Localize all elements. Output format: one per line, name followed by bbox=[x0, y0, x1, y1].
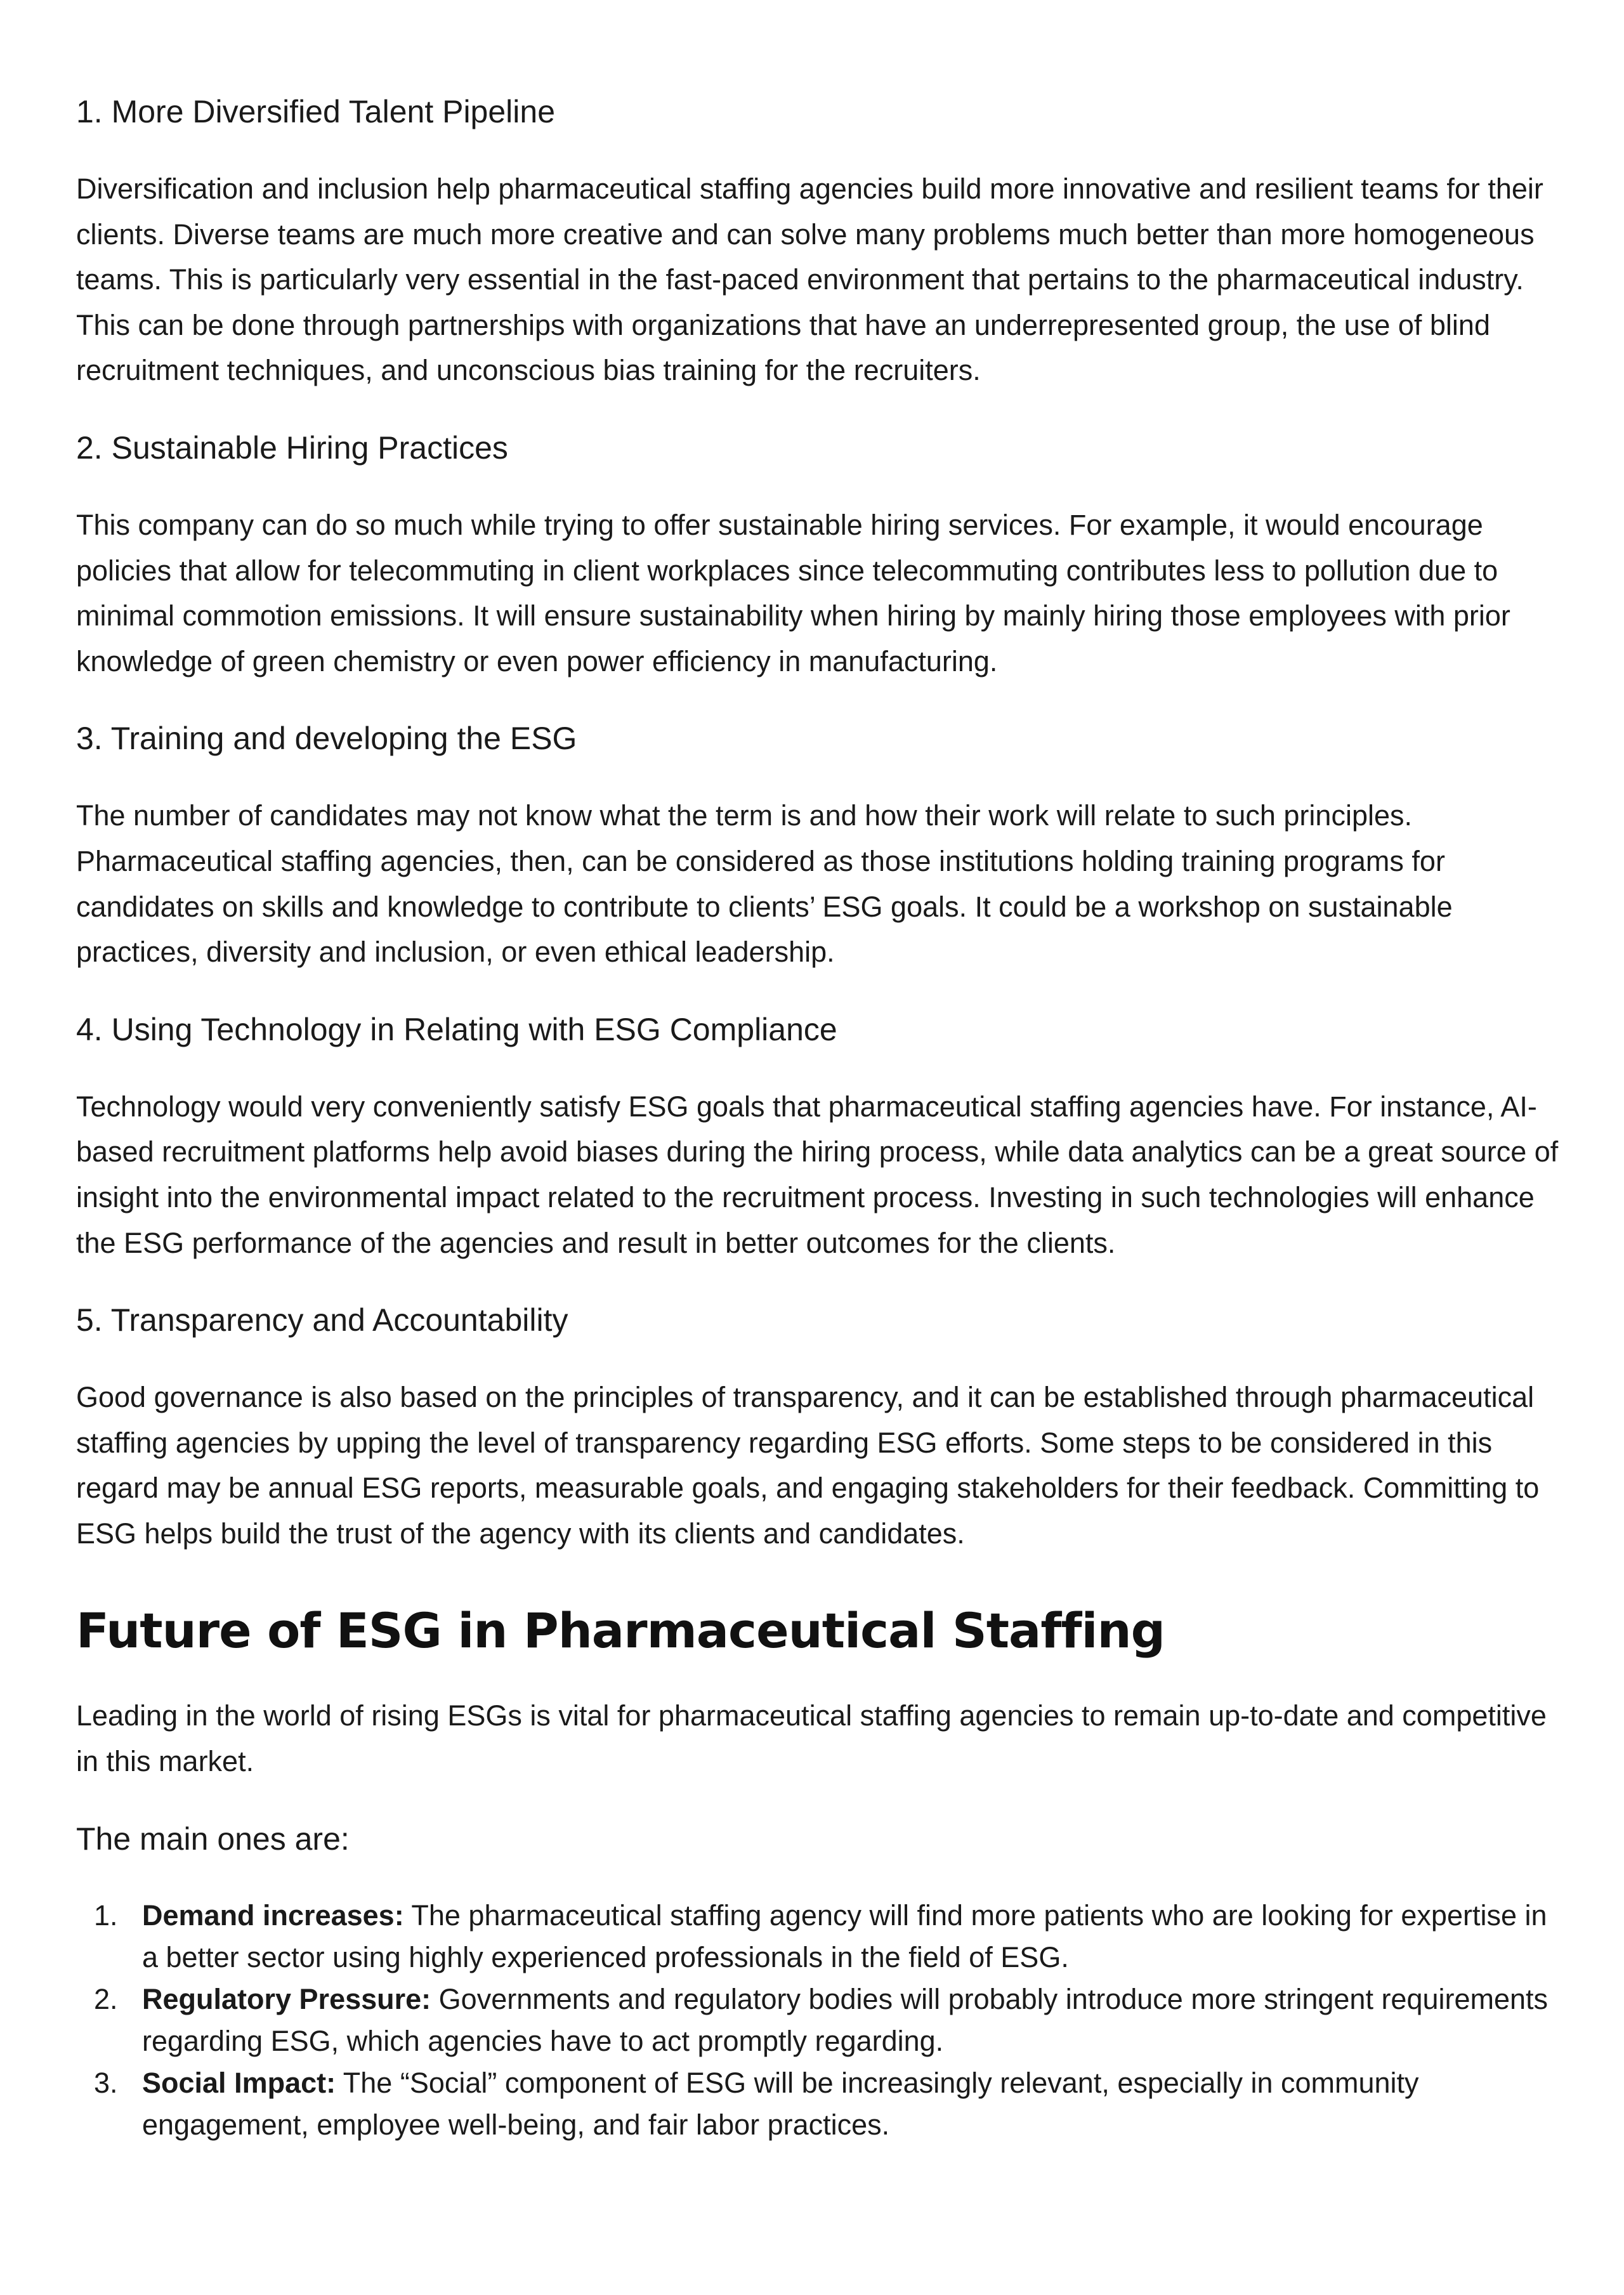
list-item-term: Demand increases: bbox=[142, 1899, 404, 1932]
section-body-technology: Technology would very conveniently satisfy ESG goals that pharmaceutical staffing agencies have. For instance, AI-based recruitment platforms help avoid biases during the hiring process, while data analytics can be a great source of insight into the environmental impact related to the recruitment process. Investing in such technologies will enhance the ESG performance of the agencies and result in better outcomes for the clients. bbox=[76, 1090, 1559, 1259]
list-item-number: 2. bbox=[94, 1982, 118, 2015]
section-body-transparency: Good governance is also based on the principles of transparency, and it can be established through pharmaceutical staffing agencies by upping the level of transparency regarding ESG efforts. Some steps to be considered in this regard may be annual ESG reports, measurable goals, and engaging stakeholders for their feedback. Committing to ESG helps build the trust of the agency with its clients and candidates. bbox=[76, 1381, 1540, 1550]
section-heading-transparency: 5. Transparency and Accountability bbox=[76, 1302, 568, 1338]
list-item bbox=[76, 1978, 1561, 2062]
list-item bbox=[76, 1895, 1561, 1978]
section-heading-talent-pipeline: 1. More Diversified Talent Pipeline bbox=[76, 94, 556, 129]
list-item-text: Governments and regulatory bodies will probably introduce more stringent requirements regarding ESG, which agencies have to act promptly regarding. bbox=[142, 1982, 1549, 2057]
list-item-term: Social Impact: bbox=[142, 2066, 336, 2099]
future-intro: Leading in the world of rising ESGs is vital for pharmaceutical staffing agencies to remain up-to-date and competitive in this market. bbox=[76, 1699, 1547, 1778]
section-body-sustainable-hiring: This company can do so much while trying to offer sustainable hiring services. For example, it would encourage policies that allow for telecommuting in client workplaces since telecommuting contributes less to pollution due to minimal commotion emissions. It will ensure sustainability when hiring by mainly hiring those employees with prior knowledge of green chemistry or even power efficiency in manufacturing. bbox=[76, 508, 1510, 677]
section-body-talent-pipeline: Diversification and inclusion help pharmaceutical staffing agencies build more innovative and resilient teams for their clients. Diverse teams are much more creative and can solve many problems much better than more homogeneous teams. This is particularly very essential in the fast-paced environment that pertains to the pharmaceutical industry. This can be done through partnerships with organizations that have an underrepresented group, the use of blind recruitment techniques, and unconscious bias training for the recruiters. bbox=[76, 173, 1543, 387]
future-list bbox=[76, 1895, 1561, 2146]
future-heading: Future of ESG in Pharmaceutical Staffing bbox=[76, 1602, 1165, 1659]
list-item-number: 1. bbox=[94, 1899, 118, 1932]
list-item bbox=[76, 2062, 1561, 2146]
list-item-text: The “Social” component of ESG will be increasingly relevant, especially in community engagement, employee well-being, and fair labor practices. bbox=[142, 2066, 1419, 2141]
section-heading-training: 3. Training and developing the ESG bbox=[76, 721, 577, 757]
future-lead: The main ones are: bbox=[76, 1821, 350, 1857]
list-item-text: The pharmaceutical staffing agency will find more patients who are looking for expertise in a better sector using highly experienced professionals in the field of ESG. bbox=[142, 1899, 1547, 1973]
section-body-training: The number of candidates may not know what the term is and how their work will relate to such principles. Pharmaceutical staffing agencies, then, can be considered as those institutions holding training programs for candidates on skills and knowledge to contribute to clients’ ESG goals. It could be a workshop on sustainable practices, diversity and inclusion, or even ethical leadership. bbox=[76, 799, 1453, 969]
list-item-term: Regulatory Pressure: bbox=[142, 1982, 431, 2015]
section-heading-technology: 4. Using Technology in Relating with ESG Compliance bbox=[76, 1011, 837, 1047]
document-page bbox=[76, 89, 1561, 2146]
list-item-number: 3. bbox=[94, 2066, 118, 2099]
section-heading-sustainable-hiring: 2. Sustainable Hiring Practices bbox=[76, 429, 508, 466]
